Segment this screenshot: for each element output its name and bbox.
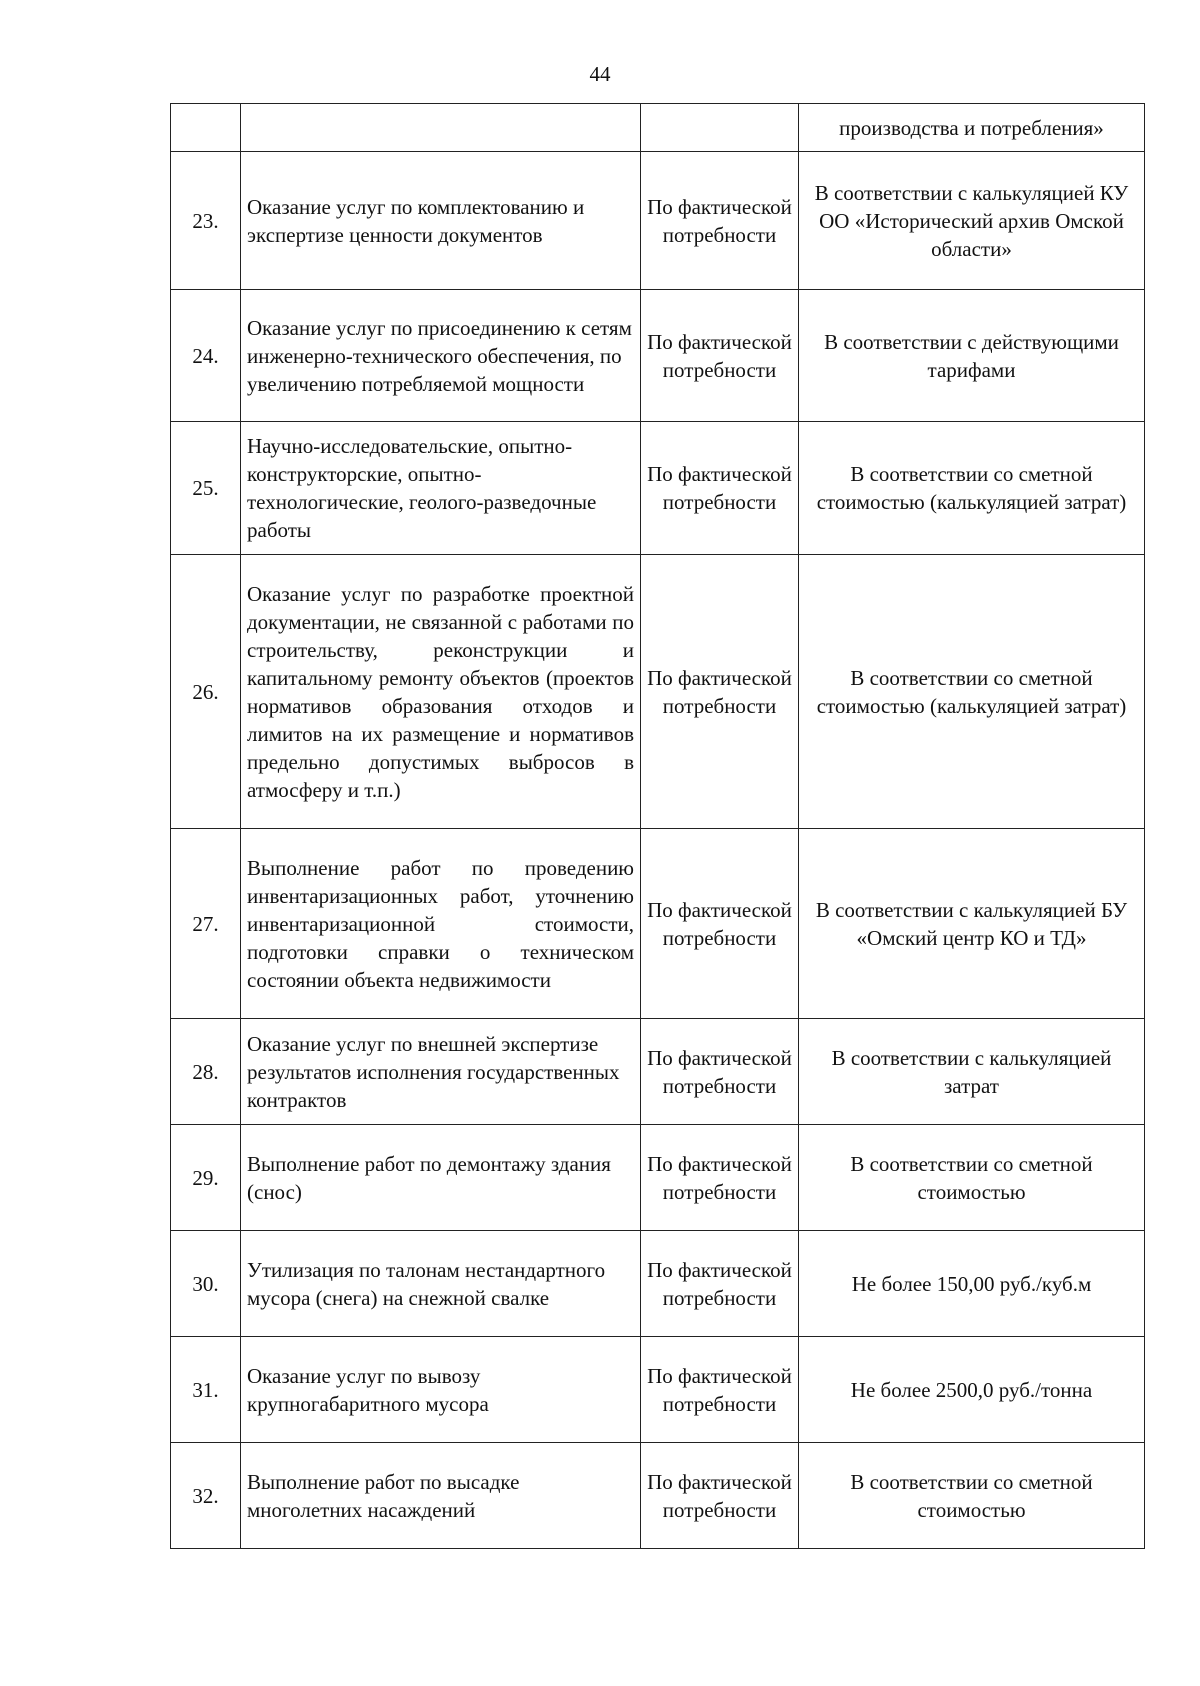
cell-name: Оказание услуг по разработке проектной документации, не связанной с работами по строительству, реконструкции и капитальному ремонту объектов (проектов нормативов образования отходов и лимитов на их размещение и нормативов предельно допустимых выбросов в атмосферу и т.п.) bbox=[241, 555, 641, 829]
table-row bbox=[171, 1125, 1145, 1231]
cell-volume: По фактической потребности bbox=[641, 555, 799, 829]
cell-name: Оказание услуг по комплектованию и экспертизе ценности документов bbox=[241, 152, 641, 290]
cell-volume: По фактической потребности bbox=[641, 1125, 799, 1231]
cell-num: 25. bbox=[171, 422, 241, 555]
cell-volume: По фактической потребности bbox=[641, 422, 799, 555]
cell-num bbox=[171, 104, 241, 152]
table-row bbox=[171, 1337, 1145, 1443]
cell-num: 31. bbox=[171, 1337, 241, 1443]
cell-num: 27. bbox=[171, 829, 241, 1019]
cell-name: Выполнение работ по высадке многолетних насаждений bbox=[241, 1443, 641, 1549]
cell-volume: По фактической потребности bbox=[641, 1019, 799, 1125]
cell-price: В соответствии со сметной стоимостью bbox=[799, 1125, 1145, 1231]
table-row bbox=[171, 829, 1145, 1019]
cell-volume: По фактической потребности bbox=[641, 829, 799, 1019]
cell-price: В соответствии с действующими тарифами bbox=[799, 290, 1145, 422]
cell-volume: По фактической потребности bbox=[641, 152, 799, 290]
cell-volume bbox=[641, 104, 799, 152]
cell-name: Утилизация по талонам нестандартного мусора (снега) на снежной свалке bbox=[241, 1231, 641, 1337]
cell-name: Выполнение работ по демонтажу здания (снос) bbox=[241, 1125, 641, 1231]
cell-volume: По фактической потребности bbox=[641, 1231, 799, 1337]
table-row bbox=[171, 555, 1145, 829]
cell-name: Оказание услуг по вывозу крупногабаритного мусора bbox=[241, 1337, 641, 1443]
cell-price: В соответствии с калькуляцией затрат bbox=[799, 1019, 1145, 1125]
table-row bbox=[171, 104, 1145, 152]
cell-name bbox=[241, 104, 641, 152]
cell-price: В соответствии со сметной стоимостью (калькуляцией затрат) bbox=[799, 555, 1145, 829]
table-row bbox=[171, 422, 1145, 555]
cell-name: Выполнение работ по проведению инвентаризационных работ, уточнению инвентаризационной стоимости, подготовки справки о техническом состоянии объекта недвижимости bbox=[241, 829, 641, 1019]
table-row bbox=[171, 1443, 1145, 1549]
cell-num: 28. bbox=[171, 1019, 241, 1125]
page-number: 44 bbox=[589, 62, 611, 86]
cell-price: производства и потребления» bbox=[799, 104, 1145, 152]
cell-num: 26. bbox=[171, 555, 241, 829]
table-row bbox=[171, 152, 1145, 290]
cell-volume: По фактической потребности bbox=[641, 1443, 799, 1549]
cell-volume: По фактической потребности bbox=[641, 290, 799, 422]
cell-num: 29. bbox=[171, 1125, 241, 1231]
cell-price: В соответствии со сметной стоимостью (калькуляцией затрат) bbox=[799, 422, 1145, 555]
cell-volume: По фактической потребности bbox=[641, 1337, 799, 1443]
cell-num: 30. bbox=[171, 1231, 241, 1337]
services-table bbox=[170, 103, 1145, 1549]
table-row bbox=[171, 1019, 1145, 1125]
cell-name: Оказание услуг по присоединению к сетям инженерно-технического обеспечения, по увеличению потребляемой мощности bbox=[241, 290, 641, 422]
cell-price: Не более 150,00 руб./куб.м bbox=[799, 1231, 1145, 1337]
cell-num: 32. bbox=[171, 1443, 241, 1549]
cell-num: 23. bbox=[171, 152, 241, 290]
cell-name: Оказание услуг по внешней экспертизе результатов исполнения государственных контрактов bbox=[241, 1019, 641, 1125]
cell-price: Не более 2500,0 руб./тонна bbox=[799, 1337, 1145, 1443]
cell-price: В соответствии со сметной стоимостью bbox=[799, 1443, 1145, 1549]
table-row bbox=[171, 290, 1145, 422]
cell-num: 24. bbox=[171, 290, 241, 422]
cell-name: Научно-исследовательские, опытно-конструкторские, опытно-технологические, геолого-разведочные работы bbox=[241, 422, 641, 555]
table-row bbox=[171, 1231, 1145, 1337]
cell-price: В соответствии с калькуляцией БУ «Омский центр КО и ТД» bbox=[799, 829, 1145, 1019]
cell-price: В соответствии с калькуляцией КУ ОО «Исторический архив Омской области» bbox=[799, 152, 1145, 290]
